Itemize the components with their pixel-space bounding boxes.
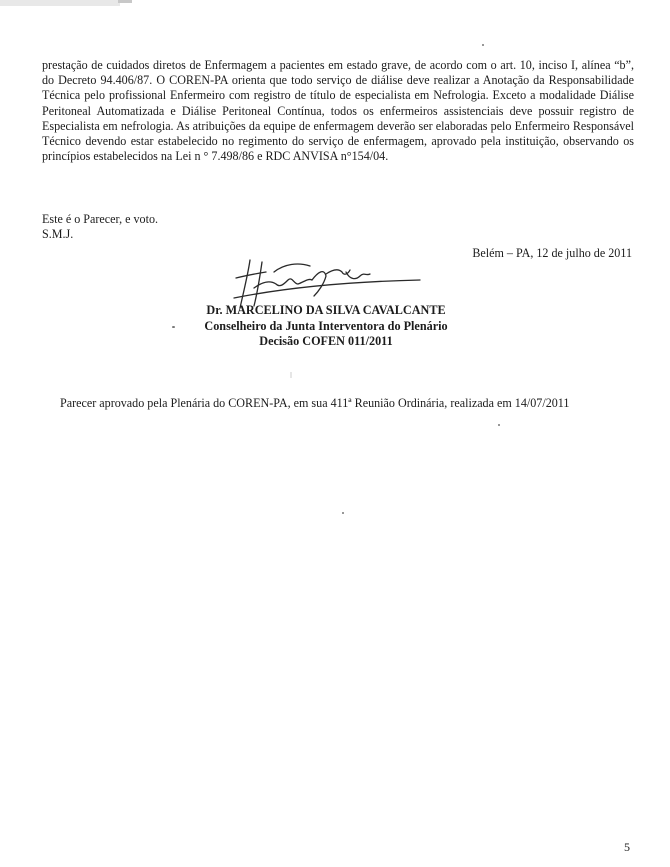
handwritten-signature xyxy=(214,254,424,310)
signatory-decision: Decisão COFEN 011/2011 xyxy=(259,334,393,348)
closing-block xyxy=(42,212,158,242)
signatory-name: Dr. MARCELINO DA SILVA CAVALCANTE xyxy=(206,303,446,317)
closing-line: Este é o Parecer, e voto. xyxy=(42,212,159,226)
scan-speck xyxy=(482,44,484,46)
signatory-role: Conselheiro da Junta Interventora do Plenário xyxy=(204,318,448,333)
scan-artifact xyxy=(0,0,120,6)
approval-note: Parecer aprovado pela Plenária do COREN-PA, em sua 411ª Reunião Ordinária, realizada em 14/07/2011 xyxy=(60,396,570,410)
page-number: 5 xyxy=(624,840,630,854)
closing-line: S.M.J. xyxy=(42,227,74,242)
body-paragraph: prestação de cuidados diretos de Enfermagem a pacientes em estado grave, de acordo com o art. 10, inciso I, alínea “b”, do Decreto 94.406/87. O COREN-PA orienta que todo serviço de diálise deve realizar a Anotação da Responsabilidade Técnica pelo profissional Enfermeiro com registro de título de especialista em Nefrologia. Exceto a modalidade Diálise Peritoneal Automatizada e Diálise Peritoneal Contínua, todos os enfermeiros assistenciais deve possuir registro de Especialista em nefrologia. As atribuições da equipe de enfermagem deverão ser elaboradas pelo Enfermeiro Responsável Técnico devendo estar estabelecido no regimento do serviço de enfermagem, aprovado pela instituição, observando os princípios estabelecidos na Lei n ° 7.498/86 e RDC ANVISA n°154/04. xyxy=(42,58,634,164)
scan-speck xyxy=(342,512,344,514)
signature-block xyxy=(176,303,476,350)
scan-speck xyxy=(172,326,175,328)
date-line: Belém – PA, 12 de julho de 2011 xyxy=(472,246,632,260)
scan-speck xyxy=(498,424,500,426)
scan-speck xyxy=(290,372,292,378)
scan-artifact xyxy=(118,0,132,3)
